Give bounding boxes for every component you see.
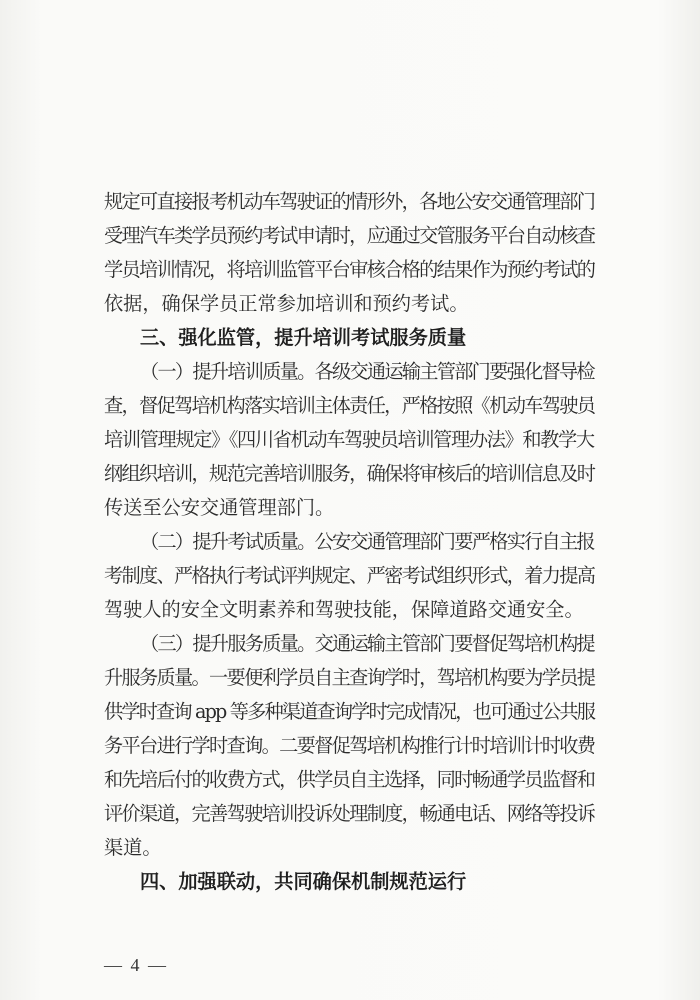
- body-line: 查，督促驾培机构落实培训主体责任，严格按照《机动车驾驶员: [104, 394, 595, 417]
- body-line: 和先培后付的收费方式，供学员自主选择，同时畅通学员监督和: [104, 768, 595, 791]
- body-line: 受理汽车类学员预约考试申请时，应通过交管服务平台自动核查: [104, 224, 595, 247]
- body-line: 规定可直接报考机动车驾驶证的情形外，各地公安交通管理部门: [104, 190, 595, 213]
- subsection-3-line: （三）提升服务质量。交通运输主管部门要督促驾培机构提: [140, 632, 594, 655]
- section-heading-4: 四、加强联动，共同确保机制规范运行: [140, 870, 467, 893]
- body-line: 务平台进行学时查询。二要督促驾培机构推行计时培训计时收费: [104, 734, 595, 757]
- page-number: — 4 —: [104, 955, 168, 975]
- body-line: 升服务质量。一要便利学员自主查询学时，驾培机构要为学员提: [104, 666, 595, 689]
- body-line: 传送至公安交通管理部门。: [104, 496, 335, 519]
- body-line: 考制度、严格执行考试评判规定、严密考试组织形式，着力提高: [104, 564, 595, 587]
- body-line: 纲组织培训，规范完善培训服务，确保将审核后的培训信息及时: [104, 462, 595, 485]
- body-line: 渠道。: [104, 836, 162, 859]
- section-heading-3: 三、强化监管，提升培训考试服务质量: [140, 326, 467, 349]
- body-line: 驾驶人的安全文明素养和驾驶技能，保障道路交通安全。: [104, 598, 584, 621]
- subsection-1-line: （一）提升培训质量。各级交通运输主管部门要强化督导检: [140, 360, 594, 383]
- body-line: 学员培训情况，将培训监管平台审核合格的结果作为预约考试的: [104, 258, 595, 281]
- body-line: 依据，确保学员正常参加培训和预约考试。: [104, 292, 469, 315]
- document-body: [104, 185, 594, 899]
- body-line: 评价渠道，完善驾驶培训投诉处理制度，畅通电话、网络等投诉: [104, 802, 595, 825]
- body-line: 培训管理规定》《四川省机动车驾驶员培训管理办法》和教学大: [104, 428, 594, 451]
- body-line: 供学时查询 app 等多种渠道查询学时完成情况，也可通过公共服: [104, 700, 595, 723]
- subsection-2-line: （二）提升考试质量。公安交通管理部门要严格实行自主报: [140, 530, 594, 553]
